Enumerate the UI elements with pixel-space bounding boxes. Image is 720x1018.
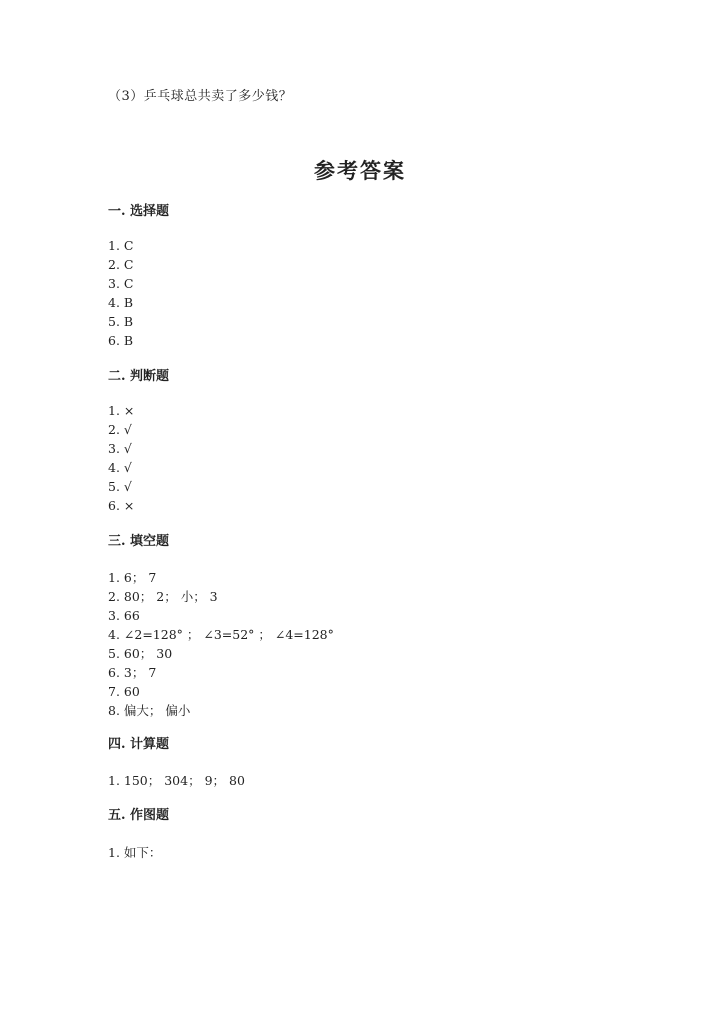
answer-item: 6. B xyxy=(108,333,134,348)
answer-item: 2. 80； 2； 小； 3 xyxy=(108,589,218,604)
answer-item: 1. × xyxy=(108,403,135,418)
answer-list-fill-blank xyxy=(108,568,334,720)
answer-item: 5. B xyxy=(108,314,134,329)
answer-item: 3. √ xyxy=(108,441,132,456)
section-heading-fill-blank: 三. 填空题 xyxy=(108,534,170,549)
answer-item: 7. 60 xyxy=(108,684,140,699)
answer-item: 2. √ xyxy=(108,422,132,437)
answer-item: 6. × xyxy=(108,498,135,513)
answer-list-calculation xyxy=(108,771,245,790)
answer-item: 6. 3； 7 xyxy=(108,665,157,680)
answer-list-drawing xyxy=(108,843,161,862)
answer-item: 4. √ xyxy=(108,460,132,475)
answer-item: 1. 6； 7 xyxy=(108,570,157,585)
answer-item: 4. B xyxy=(108,295,134,310)
answer-item: 5. 60； 30 xyxy=(108,646,173,661)
answer-title: 参考答案 xyxy=(314,158,406,183)
answer-list-choice xyxy=(108,236,133,350)
answer-item: 1. 150； 304； 9； 80 xyxy=(108,773,245,788)
section-heading-calculation: 四. 计算题 xyxy=(108,737,170,752)
section-heading-choice: 一. 选择题 xyxy=(108,204,170,219)
section-heading-drawing: 五. 作图题 xyxy=(108,808,170,823)
answer-item: 3. 66 xyxy=(108,608,140,623)
answer-item: 8. 偏大； 偏小 xyxy=(108,703,191,718)
answer-list-judgement xyxy=(108,401,134,515)
answer-item: 2. C xyxy=(108,257,134,272)
answer-item: 3. C xyxy=(108,276,134,291)
question-3-text: （3）乒乓球总共卖了多少钱？ xyxy=(108,89,293,104)
section-heading-judgement: 二. 判断题 xyxy=(108,369,170,384)
answer-item: 1. 如下： xyxy=(108,845,162,860)
answer-item: 5. √ xyxy=(108,479,132,494)
answer-item: 4. ∠2=128° ； ∠3=52° ； ∠4=128° xyxy=(108,627,334,642)
answer-item: 1. C xyxy=(108,238,134,253)
